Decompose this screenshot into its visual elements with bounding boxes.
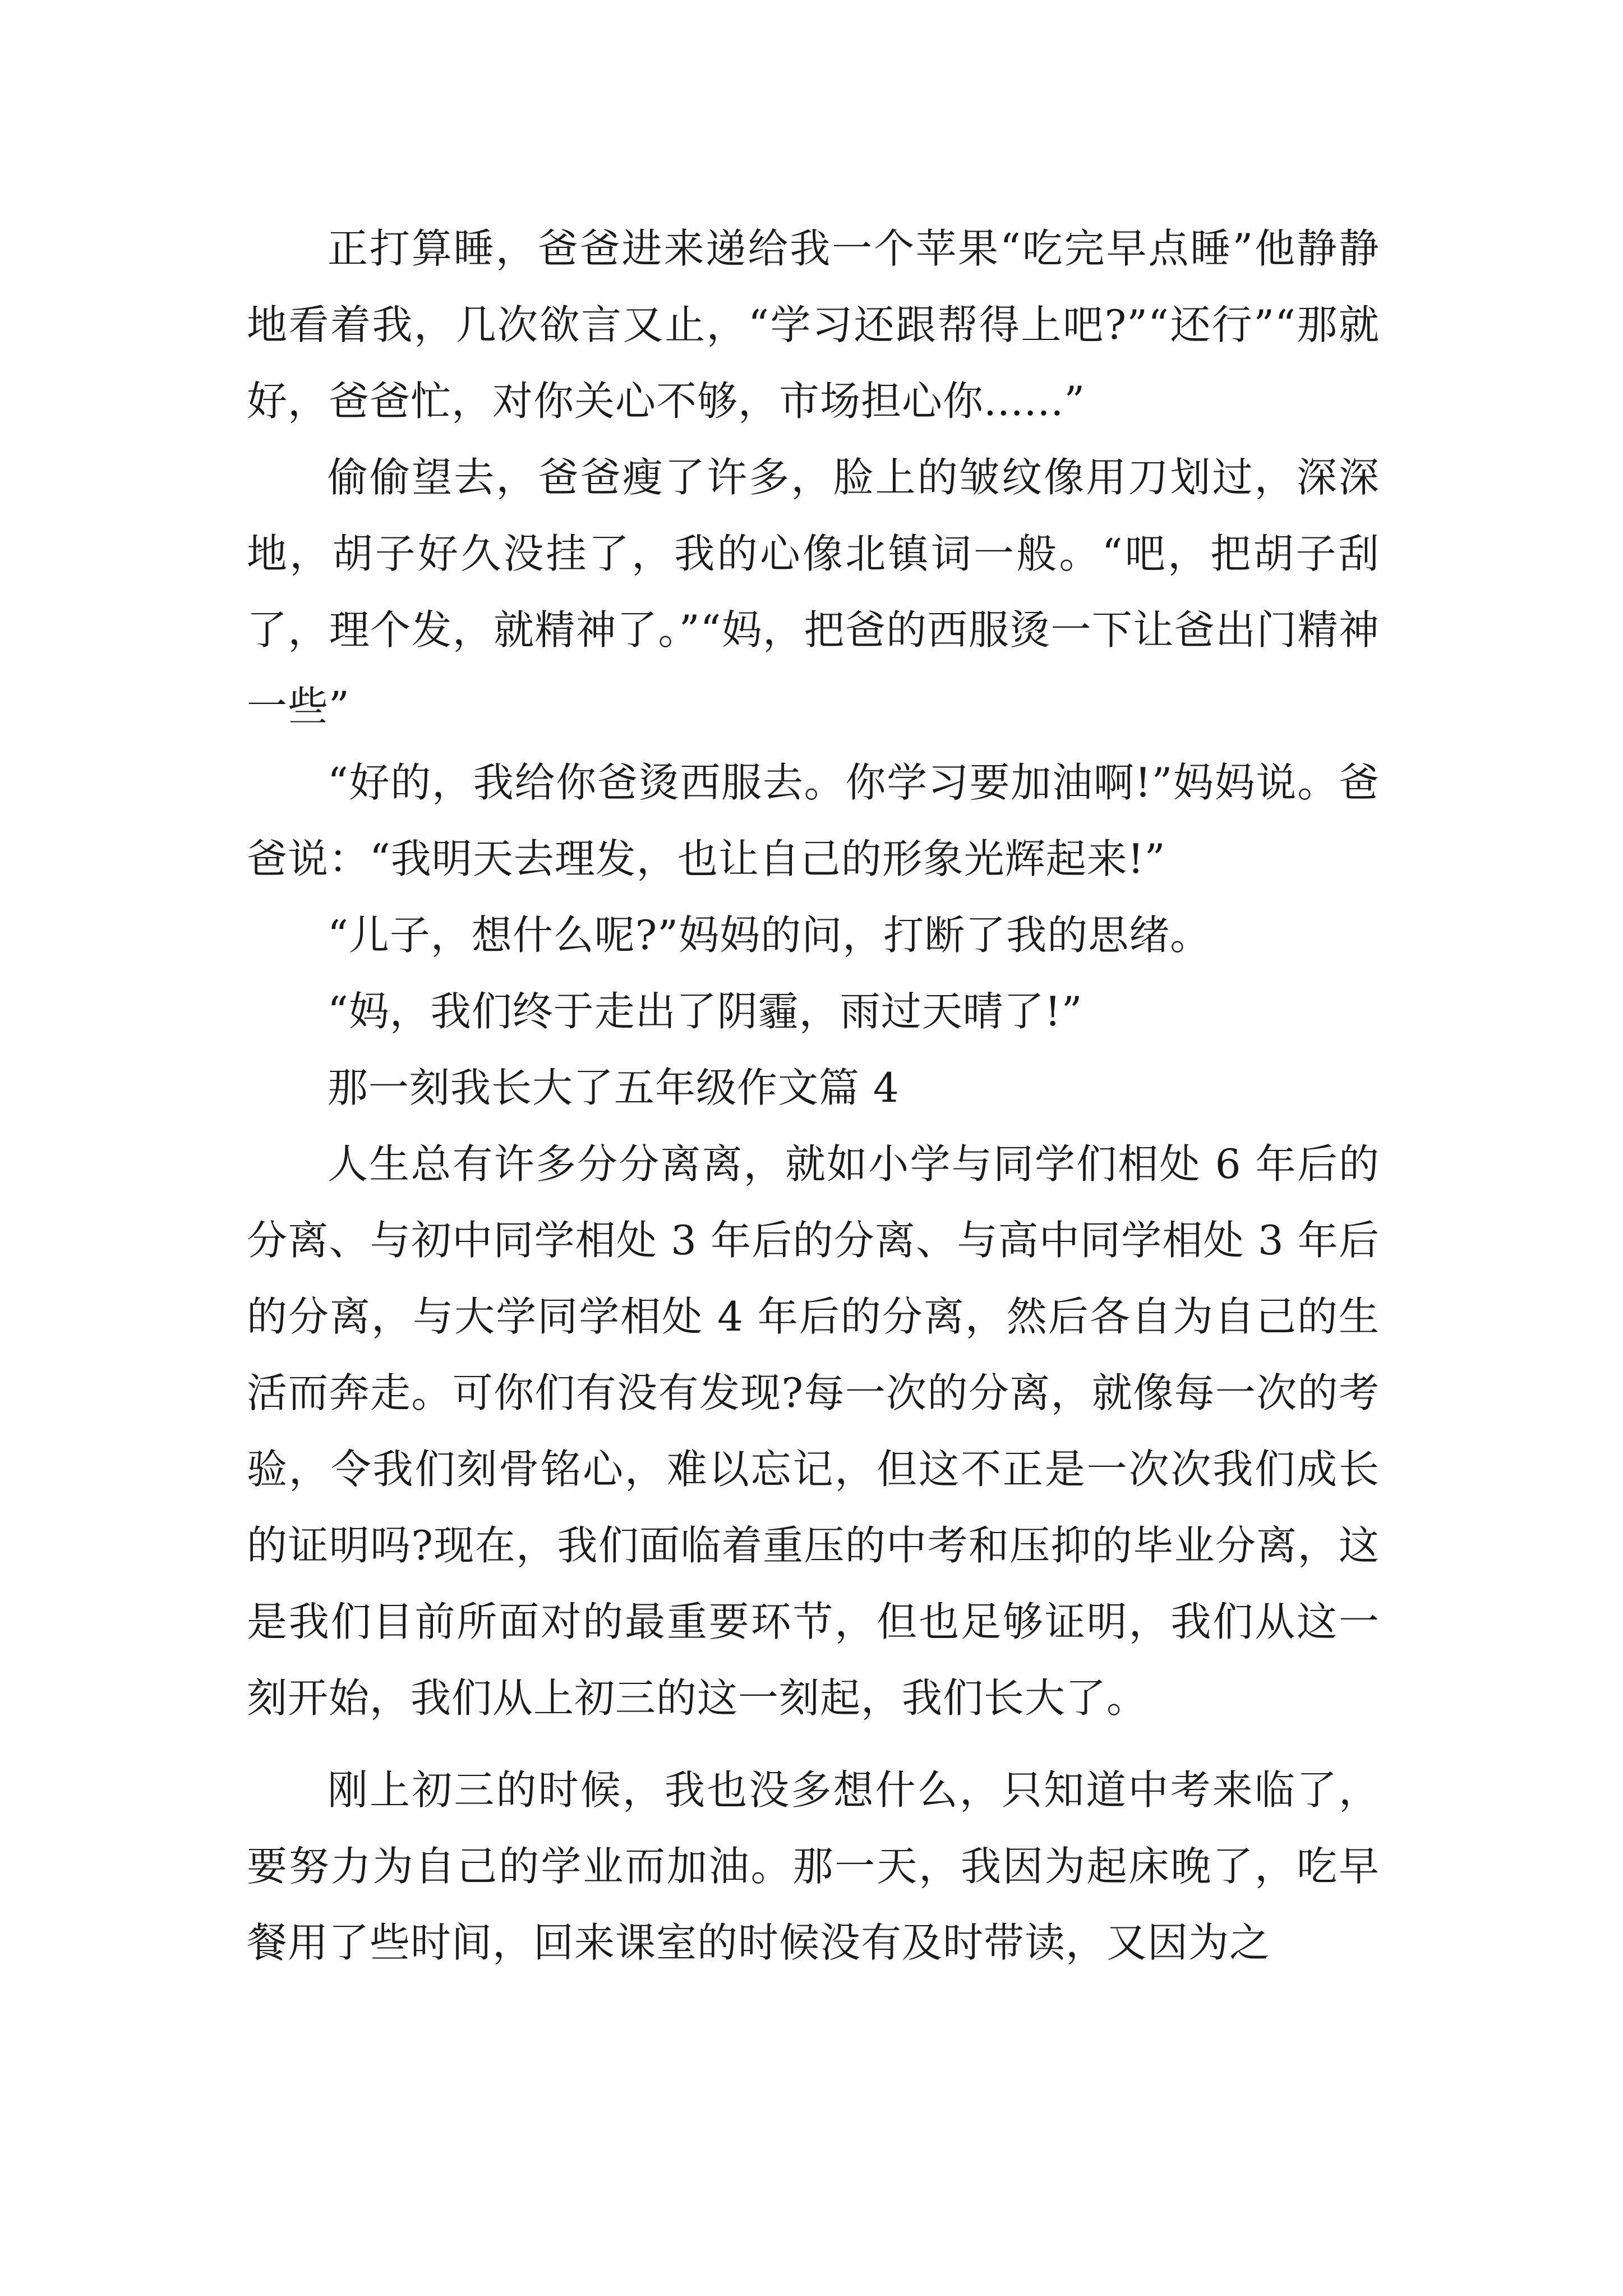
- paragraph-2: 偷偷望去，爸爸瘦了许多，脸上的皱纹像用刀划过，深深地，胡子好久没挂了，我的心像北镇词一般。“吧，把胡子刮了，理个发，就精神了。”“妈，把爸的西服烫一下让爸出门精神一些”: [247, 454, 1380, 730]
- paragraph-6: 人生总有许多分分离离，就如小学与同学们相处 6 年后的分离、与初中同学相处 3 年后的分离、与高中同学相处 3 年后的分离，与大学同学相处 4 年后的分离，然后各自为自己的生活而奔走。可你们有没有发现?每一次的分离，就像每一次的考验，令我们刻骨铭心，难以忘记，但这不正是一次次我们成长的证明吗?现在，我们面临着重压的中考和压抑的毕业分离，这是我们目前所面对的最重要环节，但也足够证明，我们从这一刻开始，我们从上初三的这一刻起，我们长大了。: [247, 1140, 1380, 1722]
- paragraph-5: “妈，我们终于走出了阴霾，雨过天晴了!”: [328, 988, 1083, 1035]
- paragraph-3: “好的，我给你爸烫西服去。你学习要加油啊!”妈妈说。爸爸说：“我明天去理发，也让自己的形象光辉起来!”: [247, 759, 1380, 882]
- paragraph-1: 正打算睡，爸爸进来递给我一个苹果“吃完早点睡”他静静地看着我，几次欲言又止，“学习还跟帮得上吧?”“还行”“那就好，爸爸忙，对你关心不够，市场担心你......”: [247, 225, 1380, 425]
- paragraph-4: “儿子，想什么呢?”妈妈的问，打断了我的思绪。: [328, 912, 1211, 959]
- paragraph-7: 刚上初三的时候，我也没多想什么，只知道中考来临了，要努力为自己的学业而加油。那一天，我因为起床晚了，吃早餐用了些时间，回来课室的时候没有及时带读，又因为之: [247, 1766, 1380, 1966]
- section-heading: 那一刻我长大了五年级作文篇 4: [328, 1064, 900, 1111]
- document-body: [247, 210, 1380, 1981]
